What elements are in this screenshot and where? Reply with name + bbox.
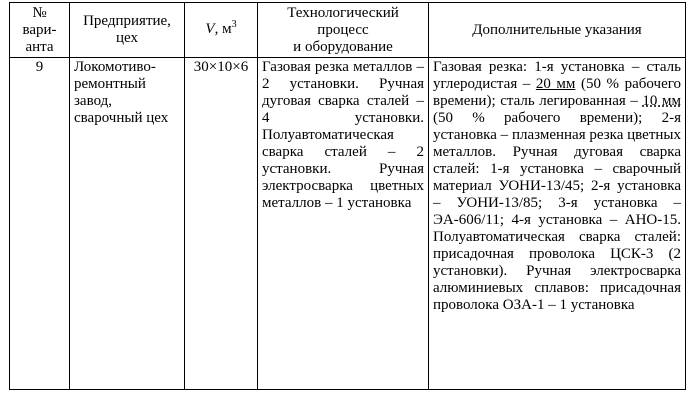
- header-notes: [429, 3, 686, 58]
- header-enterprise: [70, 3, 185, 58]
- cell-enterprise: [70, 58, 185, 390]
- header-num-line1: №: [32, 4, 47, 21]
- header-notes-text: Дополнительные указания: [472, 21, 642, 38]
- volume-value: 30×10×6: [193, 59, 249, 75]
- notes-underlined-thickness-2: 10 мм: [642, 93, 681, 109]
- table-header-row: [10, 3, 686, 58]
- header-num-line3: анта: [25, 38, 54, 55]
- process-text: Газовая резка металлов – 2 установки. Ручная дуговая сварка сталей – 4 установки. Полуавтоматическая сварка сталей – 2 установки. Ручная электросварка цветных металлов – 1 установка: [262, 59, 424, 211]
- variant-number: 9: [35, 59, 44, 75]
- notes-text-part3: (50 % рабочего времени); 2-я установка – плазменная резка цветных металлов. Ручная дуговая сварка сталей: 1-я установка – сварочный материал УОНИ-13/45; 2-я установка – УОНИ-13/85; 3-я установка – ЭА-606/11; 4-я установка – АНО-15. Полуавтоматическая сварка сталей: присадочная проволока ЦСК-3 (2 установки). Ручная электросварка алюминиевых сплавов: присадочная проволока ОЗА-1 – 1 установка: [433, 110, 681, 313]
- notes-text-part2: (50 % рабочего времени); сталь легированная –: [433, 76, 682, 109]
- cell-volume: [185, 58, 258, 390]
- notes-text-part1: Газовая резка: 1-я установка – сталь углеродистая –: [433, 59, 681, 92]
- header-volume: [185, 3, 258, 58]
- cell-variant: [10, 58, 70, 390]
- header-process-line2: процесс: [317, 21, 369, 38]
- variant-table: [9, 2, 686, 390]
- header-volume-unit: , м: [214, 21, 232, 37]
- enterprise-text: Локомотиво-ремонтный завод, сварочный цех: [74, 59, 169, 126]
- notes-underlined-thickness-1: 20 мм: [535, 76, 576, 92]
- header-num-line2: вари-: [22, 21, 57, 38]
- header-enterprise-text: Предприятие, цех: [83, 13, 171, 46]
- header-variant-number: [10, 3, 70, 58]
- header-process-line1: Технологический: [287, 4, 399, 21]
- header-process: [258, 3, 429, 58]
- header-process-line3: и оборудование: [293, 38, 393, 55]
- table-row: [10, 58, 686, 390]
- cell-process: [258, 58, 429, 390]
- header-volume-exponent: 3: [231, 19, 237, 30]
- cell-notes: [429, 58, 686, 390]
- header-volume-letter: V: [205, 21, 215, 37]
